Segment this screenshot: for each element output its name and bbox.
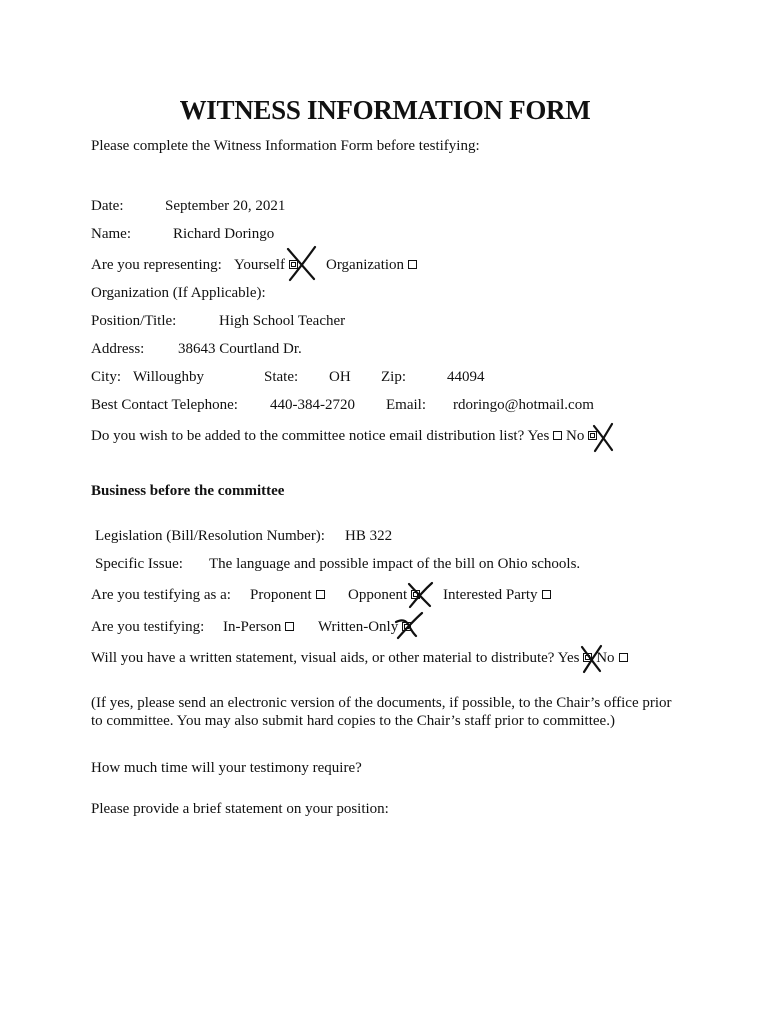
form-title: WITNESS INFORMATION FORM [179,95,591,125]
state-label: State: [264,369,299,385]
statement-prompt: Please provide a brief statement on your position: [91,801,389,817]
organization-checkbox[interactable] [408,260,417,269]
materials-no-label: No [596,650,615,666]
organization-applicable-label: Organization (If Applicable): [91,285,266,301]
address-value[interactable]: 38643 Courtland Dr. [178,341,302,357]
position-label: Position/Title: [91,313,177,329]
distribution-question [91,427,597,445]
position-value[interactable]: High School Teacher [219,313,346,329]
distribution-yes-label: Yes [527,428,550,444]
issue-value[interactable]: The language and possible impact of the bill on Ohio schools. [209,556,581,572]
handwritten-x-mark-yourself [284,243,320,283]
proponent-label: Proponent [250,587,312,603]
materials-question [91,649,628,667]
materials-yes-label: Yes [557,650,580,666]
date-value[interactable]: September 20, 2021 [165,198,286,214]
note-line-2: to committee. You may also submit hard copies to the Chair’s staff prior to committee.) [91,713,615,729]
interested-party-label: Interested Party [443,587,538,603]
city-label: City: [91,369,122,385]
email-label: Email: [386,397,426,413]
legislation-value[interactable]: HB 322 [345,528,393,544]
written-only-label: Written-Only [318,619,399,635]
phone-label: Best Contact Telephone: [91,397,238,413]
handwritten-x-mark-distribution-no [590,420,618,454]
testifying-as-label: Are you testifying as a: [91,587,231,603]
opponent-label: Opponent [348,587,408,603]
proponent-option[interactable] [250,586,325,604]
in-person-checkbox[interactable] [285,622,294,631]
note-line-1: (If yes, please send an electronic version of the documents, if possible, to the Chair’s office prior [91,695,672,711]
in-person-label: In-Person [223,619,282,635]
name-label: Name: [91,226,131,242]
materials-no-checkbox[interactable] [619,653,628,662]
distribution-question-text: Do you wish to be added to the committee notice email distribution list? [91,428,525,444]
handwritten-x-mark-written-only [392,610,426,642]
interested-party-checkbox[interactable] [542,590,551,599]
business-heading: Business before the committee [91,483,285,499]
zip-value[interactable]: 44094 [447,369,485,385]
representing-label: Are you representing: [91,257,222,273]
materials-question-text: Will you have a written statement, visual aids, or other material to distribute? [91,650,555,666]
phone-value[interactable]: 440-384-2720 [270,397,355,413]
issue-label: Specific Issue: [95,556,183,572]
date-label: Date: [91,198,124,214]
distribution-yes-option[interactable] [527,428,562,444]
proponent-checkbox[interactable] [316,590,325,599]
zip-label: Zip: [381,369,406,385]
name-value[interactable]: Richard Doringo [173,226,275,242]
yourself-label: Yourself [234,257,285,273]
organization-option[interactable] [326,256,417,274]
city-value[interactable]: Willoughby [133,369,205,385]
handwritten-x-mark-opponent [404,580,436,610]
distribution-yes-checkbox[interactable] [553,431,562,440]
in-person-option[interactable] [223,618,294,636]
state-value[interactable]: OH [329,369,351,385]
distribution-no-label: No [566,428,585,444]
legislation-label: Legislation (Bill/Resolution Number): [95,528,325,544]
handwritten-x-mark-materials-yes [578,642,606,676]
time-question: How much time will your testimony require? [91,760,362,776]
address-label: Address: [91,341,145,357]
email-value[interactable]: rdoringo@hotmail.com [453,397,594,413]
organization-option-label: Organization [326,257,405,273]
testifying-mode-label: Are you testifying: [91,619,205,635]
interested-party-option[interactable] [443,586,551,604]
form-intro: Please complete the Witness Information Form before testifying: [91,138,480,154]
